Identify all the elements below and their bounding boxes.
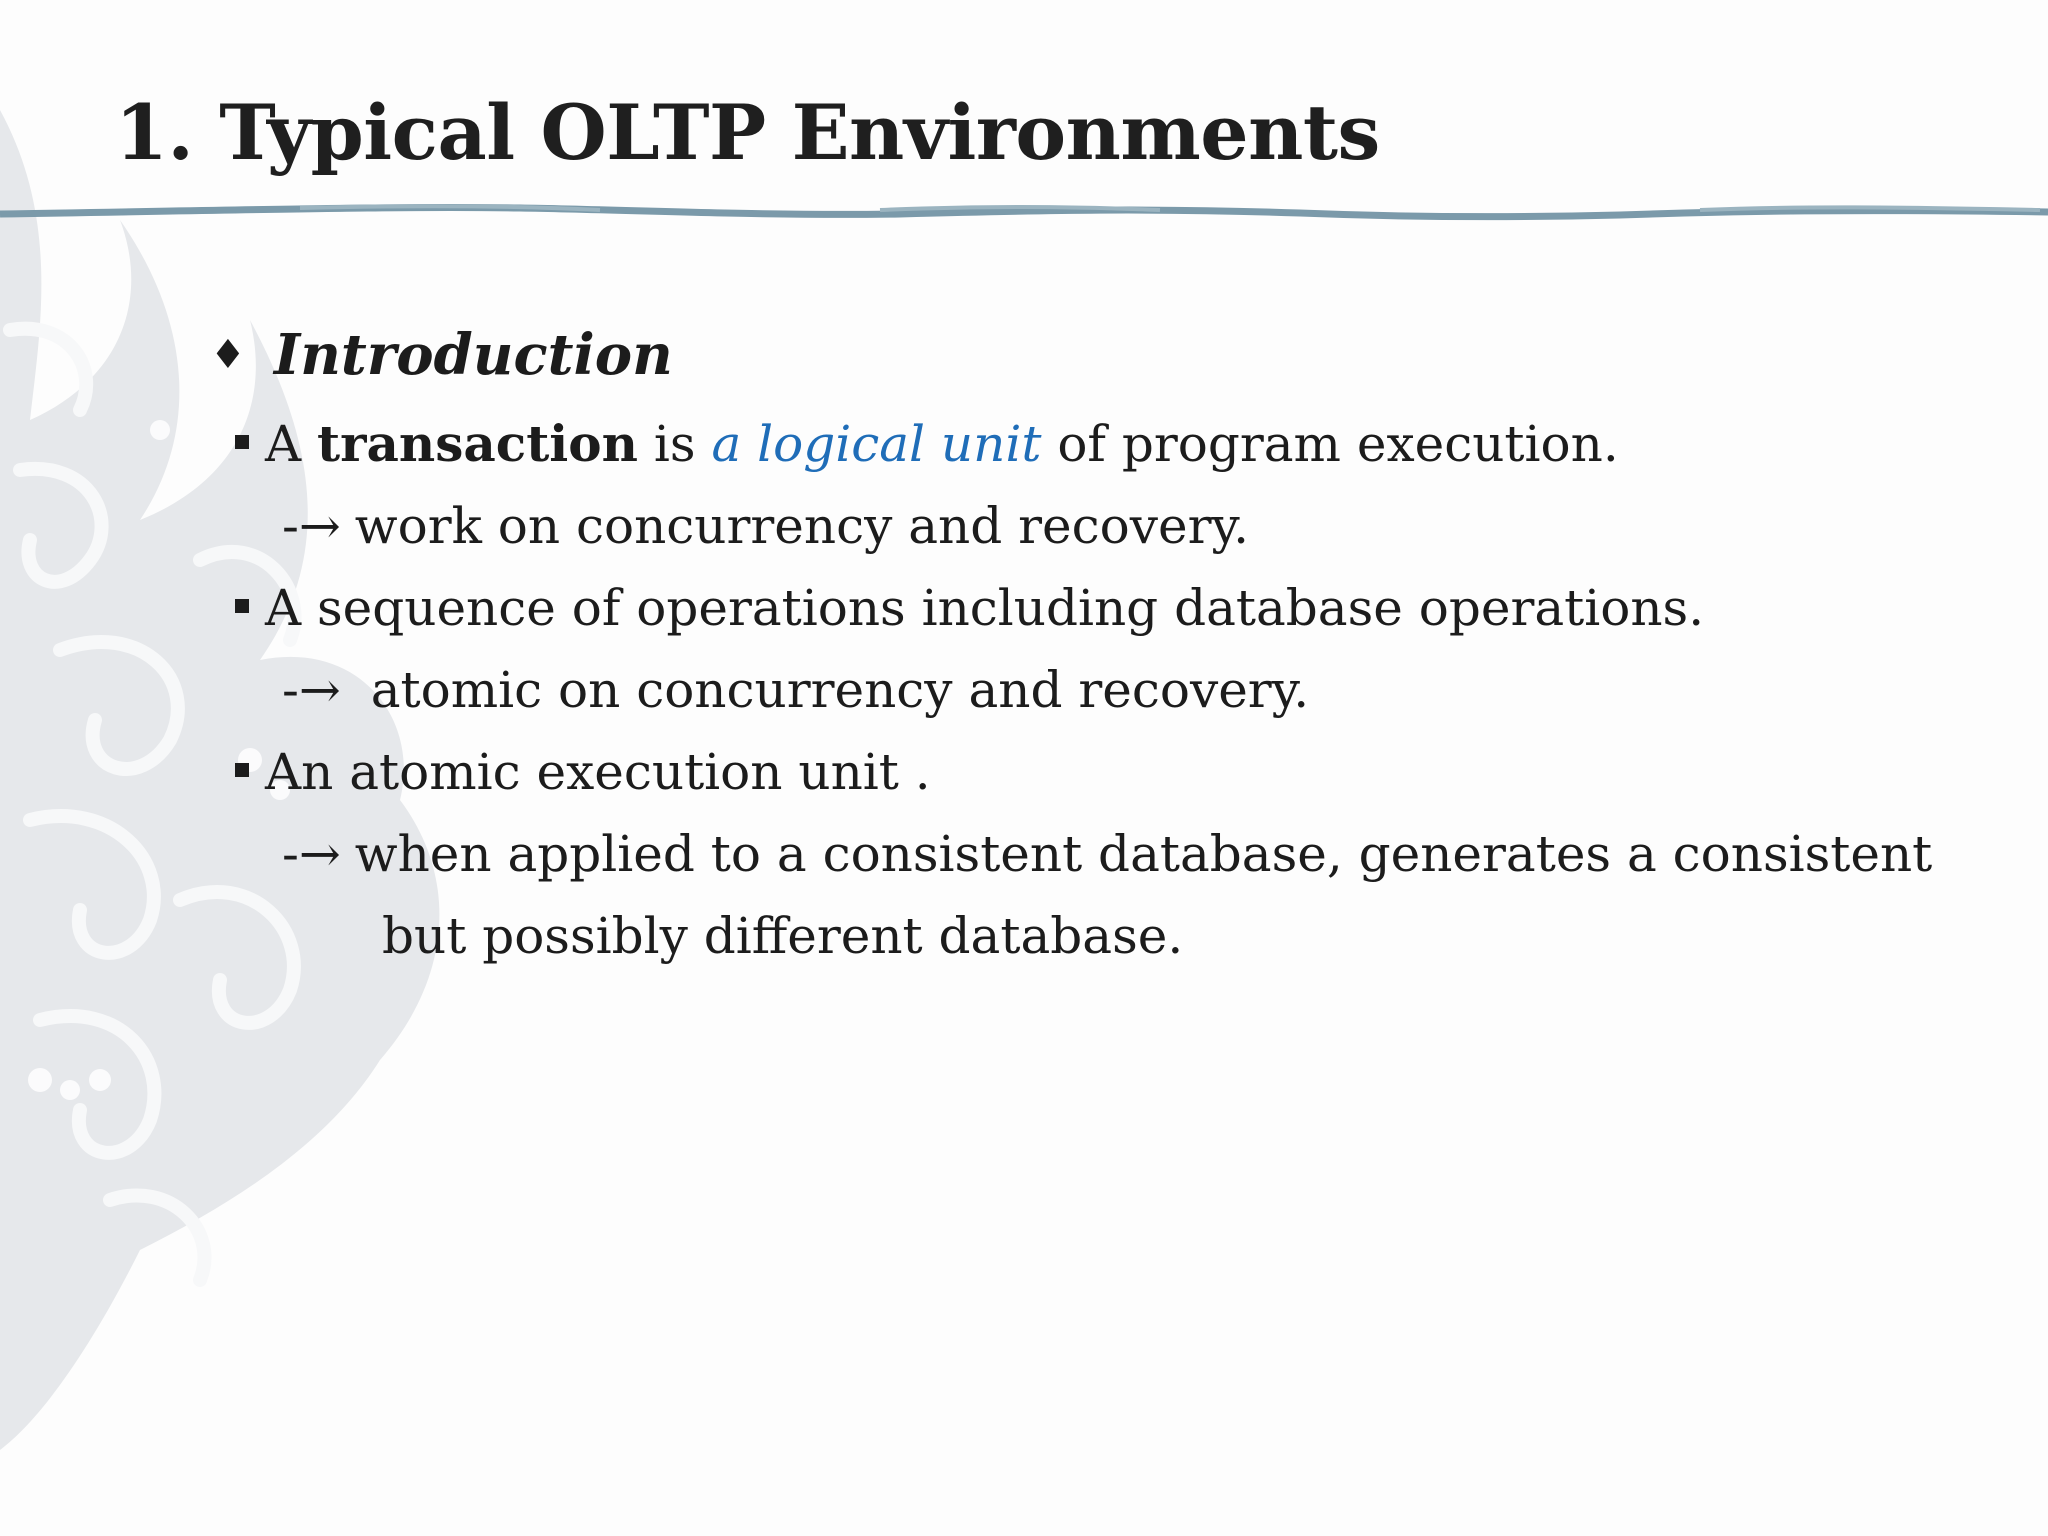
bullet-point-3 [210,731,1990,813]
section-heading-text: Introduction [274,322,673,388]
slide-title: 1. Typical OLTP Environments [115,88,1380,177]
sub-point-2 [210,649,1990,731]
square-bullet-icon [235,435,249,449]
arrow-icon: -→ [282,661,341,719]
bullet-point-2 [210,567,1990,649]
square-bullet-icon [235,763,249,777]
arrow-icon: -→ [282,497,341,555]
bullet-1-highlight: a logical unit [711,415,1042,473]
bullet-1-prefix: A [265,415,318,473]
sub-point-3-continuation [210,895,1990,977]
diamond-bullet-icon: ♦ [210,332,246,378]
sub-point-1 [210,485,1990,567]
arrow-icon: -→ [282,825,341,883]
title-underline-divider [0,196,2048,232]
sub-point-2-text: atomic on concurrency and recovery. [354,661,1310,719]
sub-point-1-text: work on concurrency and recovery. [354,497,1249,555]
bullet-1-suffix: of program execution. [1041,415,1619,473]
square-bullet-icon [235,599,249,613]
sub-point-3-text: when applied to a consistent database, generates a consistent [354,825,1933,883]
section-heading [210,315,1990,395]
bullet-1-middle: is [638,415,712,473]
bullet-point-1 [210,403,1990,485]
sub-point-3 [210,813,1990,895]
bullet-3-text: An atomic execution unit . [265,743,931,801]
bullet-1-bold-term: transaction [317,414,638,473]
slide-body [210,315,1990,977]
bullet-2-text: A sequence of operations including database operations. [265,579,1705,637]
sub-point-3-continuation-text: but possibly different database. [382,907,1184,965]
